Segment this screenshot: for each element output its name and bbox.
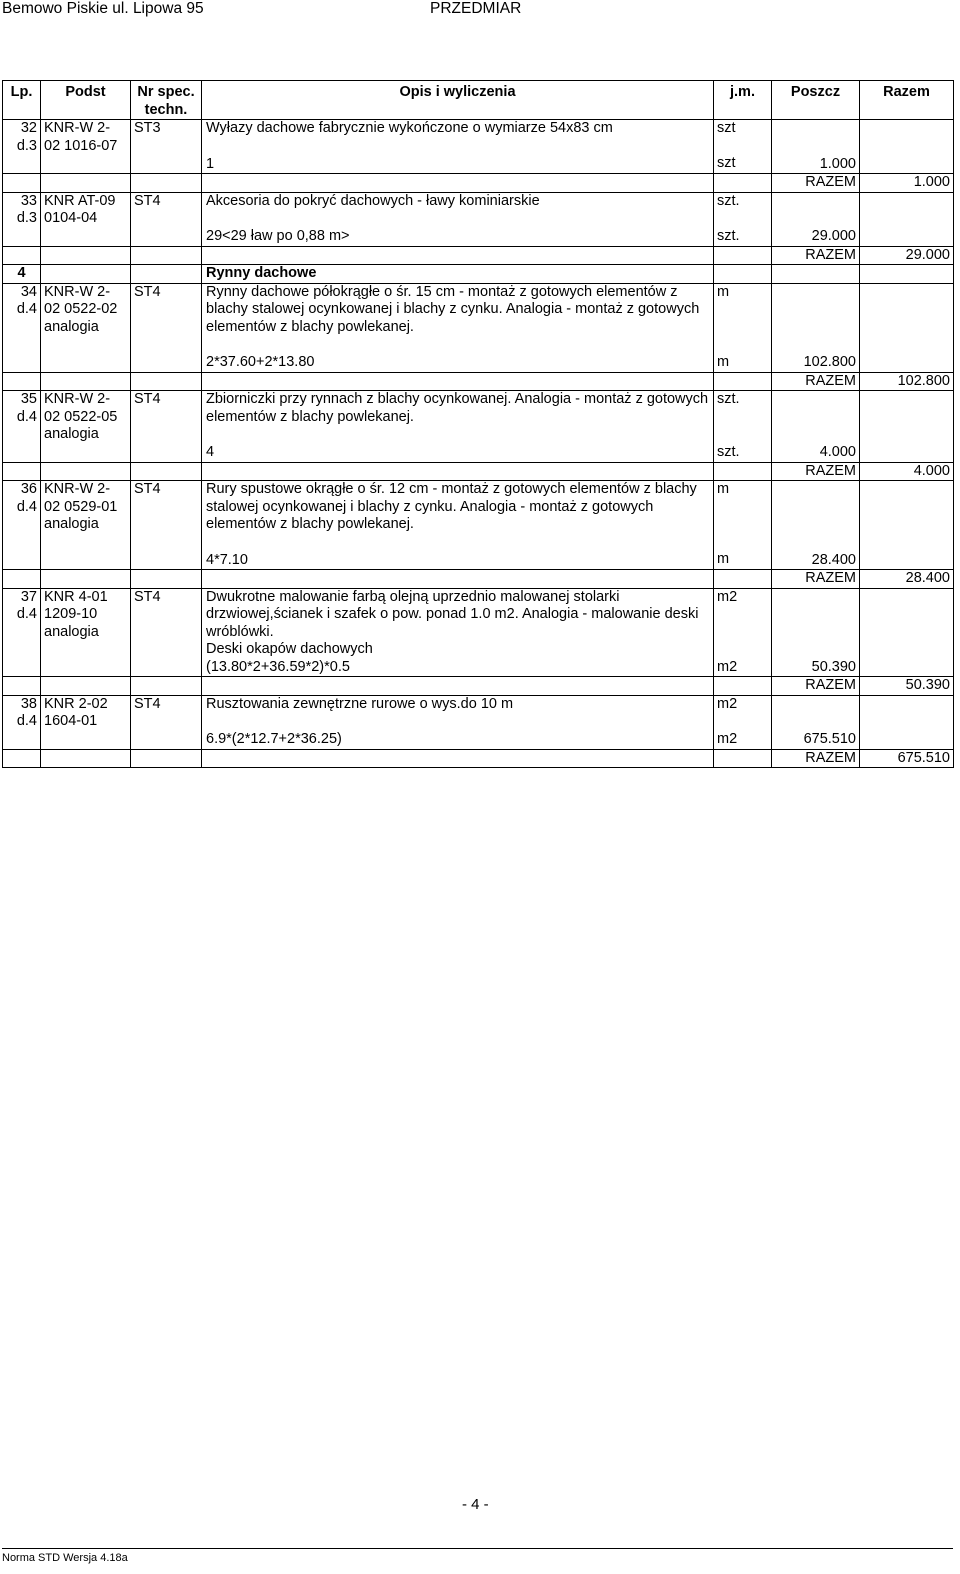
item-total-empty	[860, 588, 954, 677]
table-row	[3, 588, 954, 677]
section-pad	[41, 265, 131, 284]
item-description	[202, 192, 714, 246]
table-row	[3, 192, 954, 246]
item-total-empty	[860, 695, 954, 749]
item-total-empty	[860, 391, 954, 463]
razem-pad	[202, 570, 714, 589]
przedmiar-table	[2, 80, 954, 768]
item-total-empty	[860, 283, 954, 372]
calc-unit: szt.	[717, 443, 740, 460]
calc-formula: 4*7.10	[206, 551, 248, 568]
item-description-text: Rusztowania zewnętrzne rurowe o wys.do 10 m	[206, 695, 514, 712]
razem-label: RAZEM	[772, 462, 860, 481]
item-unit: m2 m2	[714, 588, 772, 677]
item-unit: m m	[714, 283, 772, 372]
item-description	[202, 588, 714, 677]
item-total-empty	[860, 120, 954, 174]
item-description-text: Zbiorniczki przy rynnach z blachy ocynkowanej. Analogia - montaż z gotowych elementów z blachy powlekanej.	[206, 391, 709, 425]
item-podstawa: KNR-W 2- 02 0529-01 analogia	[41, 481, 131, 570]
razem-pad	[3, 372, 41, 391]
item-subtotal: 102.800	[772, 283, 860, 372]
item-lp: 36 d.4	[3, 481, 41, 570]
razem-pad	[3, 174, 41, 193]
item-lp: 32 d.3	[3, 120, 41, 174]
item-total-empty	[860, 481, 954, 570]
item-podstawa: KNR AT-09 0104-04	[41, 192, 131, 246]
razem-value: 675.510	[860, 749, 954, 768]
razem-pad	[3, 749, 41, 768]
item-description-text: Dwukrotne malowanie farbą olejną uprzednio malowanej stolarki drzwiowej,ścianek i szafek o pow. ponad 1.0 m2. Analogia - malowanie deski wróblówki.	[206, 588, 699, 640]
razem-pad	[202, 462, 714, 481]
razem-label: RAZEM	[772, 570, 860, 589]
razem-label: RAZEM	[772, 677, 860, 696]
razem-value: 28.400	[860, 570, 954, 589]
item-spec: ST3	[131, 120, 202, 174]
section-pad	[860, 265, 954, 284]
item-subtotal: 29.000	[772, 192, 860, 246]
razem-pad	[714, 462, 772, 481]
razem-label: RAZEM	[772, 372, 860, 391]
item-description	[202, 481, 714, 570]
item-description-text: Rynny dachowe półokrągłe o śr. 15 cm - montaż z gotowych elementów z blachy stalowej ocynkowanej i blachy z cynku. Analogia - montaż z gotowych elementów z blachy powlekanej.	[206, 283, 700, 335]
item-podstawa: KNR 2-02 1604-01	[41, 695, 131, 749]
item-podstawa: KNR-W 2- 02 1016-07	[41, 120, 131, 174]
calc-unit: m2	[717, 658, 738, 675]
calc-formula: 1	[206, 155, 215, 172]
software-version: Norma STD Wersja 4.18a	[2, 1552, 128, 1564]
razem-pad	[41, 677, 131, 696]
col-razem: Razem	[860, 81, 954, 120]
table-row	[3, 695, 954, 749]
item-subtotal: 28.400	[772, 481, 860, 570]
razem-pad	[3, 570, 41, 589]
section-row	[3, 265, 954, 284]
table-row	[3, 481, 954, 570]
razem-pad	[131, 372, 202, 391]
item-lp: 38 d.4	[3, 695, 41, 749]
item-description	[202, 391, 714, 463]
item-unit: m2 m2	[714, 695, 772, 749]
calc-formula: 4	[206, 444, 215, 460]
razem-pad	[41, 462, 131, 481]
calc-unit: m	[717, 353, 730, 370]
calc-unit: szt	[717, 155, 736, 171]
razem-pad	[714, 749, 772, 768]
calc-unit: szt.	[717, 227, 740, 244]
razem-pad	[714, 677, 772, 696]
razem-pad	[41, 372, 131, 391]
item-subtotal: 675.510	[772, 695, 860, 749]
razem-pad	[202, 246, 714, 265]
item-spec: ST4	[131, 481, 202, 570]
col-podst: Podst	[41, 81, 131, 120]
item-unit: szt szt	[714, 120, 772, 174]
section-pad	[714, 265, 772, 284]
calc-unit: m	[717, 551, 730, 567]
table-row	[3, 120, 954, 174]
item-lp: 33 d.3	[3, 192, 41, 246]
item-subtotal: 4.000	[772, 391, 860, 463]
razem-pad	[41, 570, 131, 589]
razem-row	[3, 372, 954, 391]
item-total-empty	[860, 192, 954, 246]
razem-label: RAZEM	[772, 246, 860, 265]
item-unit: m m	[714, 481, 772, 570]
razem-row	[3, 570, 954, 589]
item-spec: ST4	[131, 588, 202, 677]
item-description-text: Akcesoria do pokryć dachowych - ławy kominiarskie	[206, 192, 540, 209]
document-location: Bemowo Piskie ul. Lipowa 95	[2, 0, 204, 17]
col-jm: j.m.	[714, 81, 772, 120]
calc-note: Deski okapów dachowych	[206, 641, 373, 657]
razem-value: 102.800	[860, 372, 954, 391]
table-row	[3, 283, 954, 372]
item-unit: szt. szt.	[714, 192, 772, 246]
item-podstawa: KNR 4-01 1209-10 analogia	[41, 588, 131, 677]
section-number: 4	[3, 265, 41, 284]
razem-value: 1.000	[860, 174, 954, 193]
item-subtotal: 1.000	[772, 120, 860, 174]
table-header-row	[3, 81, 954, 120]
calc-unit: m2	[717, 730, 738, 747]
item-spec: ST4	[131, 391, 202, 463]
razem-pad	[202, 749, 714, 768]
razem-value: 4.000	[860, 462, 954, 481]
item-subtotal: 50.390	[772, 588, 860, 677]
razem-pad	[3, 246, 41, 265]
razem-pad	[131, 462, 202, 481]
razem-value: 50.390	[860, 677, 954, 696]
col-opis: Opis i wyliczenia	[202, 81, 714, 120]
item-lp: 35 d.4	[3, 391, 41, 463]
item-lp: 34 d.4	[3, 283, 41, 372]
footer-rule	[2, 1548, 953, 1549]
calc-formula: 2*37.60+2*13.80	[206, 354, 315, 370]
razem-row	[3, 174, 954, 193]
item-description-text: Wyłazy dachowe fabrycznie wykończone o wymiarze 54x83 cm	[206, 120, 613, 136]
razem-pad	[131, 570, 202, 589]
razem-pad	[714, 174, 772, 193]
razem-row	[3, 246, 954, 265]
calc-formula: (13.80*2+36.59*2)*0.5	[206, 658, 350, 675]
razem-value: 29.000	[860, 246, 954, 265]
razem-pad	[714, 570, 772, 589]
razem-pad	[131, 749, 202, 768]
item-description-text: Rury spustowe okrągłe o śr. 12 cm - montaż z gotowych elementów z blachy stalowej ocynkowanej i blachy z cynku. Analogia - montaż z gotowych elementów z blachy powlekanej.	[206, 481, 697, 532]
document-title: PRZEDMIAR	[430, 0, 522, 17]
item-podstawa: KNR-W 2- 02 0522-05 analogia	[41, 391, 131, 463]
item-description	[202, 120, 714, 174]
item-spec: ST4	[131, 695, 202, 749]
section-pad	[772, 265, 860, 284]
item-description	[202, 283, 714, 372]
table-row	[3, 391, 954, 463]
razem-pad	[714, 372, 772, 391]
col-nr: Nr spec. techn.	[131, 81, 202, 120]
item-podstawa: KNR-W 2- 02 0522-02 analogia	[41, 283, 131, 372]
razem-pad	[41, 174, 131, 193]
razem-pad	[202, 174, 714, 193]
item-description	[202, 695, 714, 749]
calc-formula: 6.9*(2*12.7+2*36.25)	[206, 731, 342, 747]
razem-pad	[3, 677, 41, 696]
calc-formula: 29<29 ław po 0,88 m>	[206, 228, 350, 244]
razem-pad	[202, 677, 714, 696]
item-lp: 37 d.4	[3, 588, 41, 677]
razem-pad	[714, 246, 772, 265]
razem-row	[3, 462, 954, 481]
razem-pad	[41, 246, 131, 265]
section-pad	[131, 265, 202, 284]
razem-pad	[131, 246, 202, 265]
razem-pad	[131, 677, 202, 696]
razem-row	[3, 749, 954, 768]
section-title: Rynny dachowe	[202, 265, 714, 284]
item-spec: ST4	[131, 283, 202, 372]
col-posz: Poszcz	[772, 81, 860, 120]
razem-pad	[41, 749, 131, 768]
page-number: - 4 -	[462, 1496, 489, 1513]
razem-row	[3, 677, 954, 696]
item-spec: ST4	[131, 192, 202, 246]
item-unit: szt. szt.	[714, 391, 772, 463]
razem-label: RAZEM	[772, 749, 860, 768]
razem-pad	[3, 462, 41, 481]
col-lp: Lp.	[3, 81, 41, 120]
razem-pad	[202, 372, 714, 391]
razem-pad	[131, 174, 202, 193]
razem-label: RAZEM	[772, 174, 860, 193]
